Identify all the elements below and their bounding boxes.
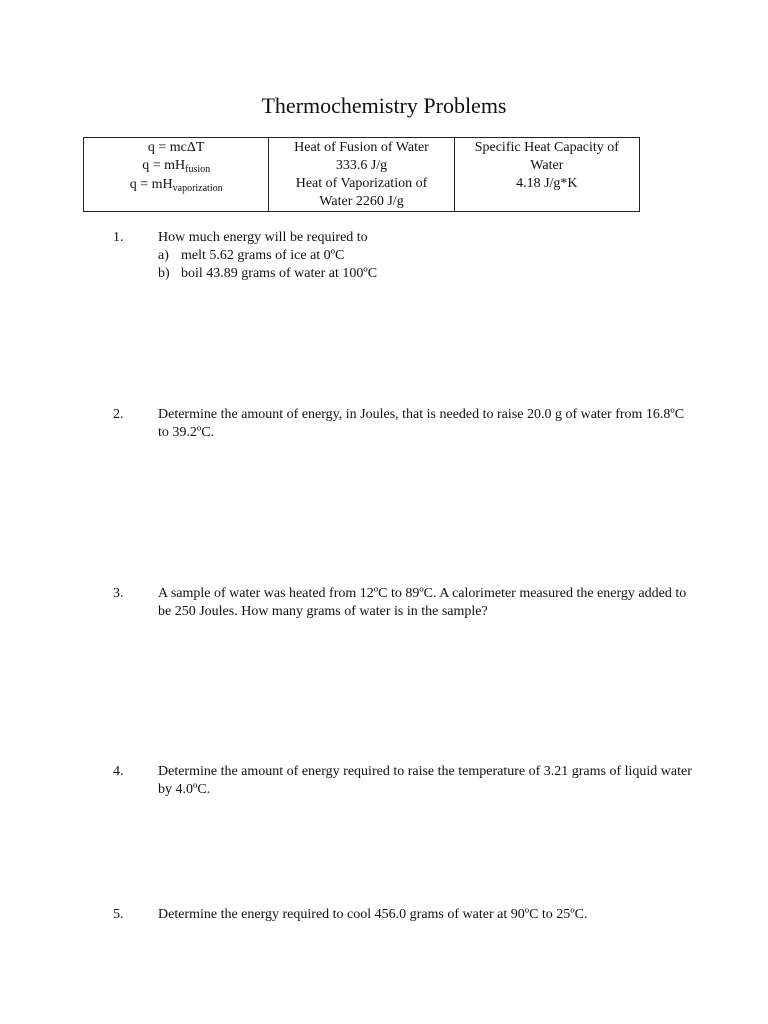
specific-heat-cell [454,138,639,212]
problem-part [158,265,698,283]
problem-number: 1. [113,230,124,245]
formula-vaporization [88,176,264,195]
formula-fusion-subscript: fusion [185,164,211,175]
part-letter: a) [158,248,169,263]
formula-fusion-main: q = mH [142,158,186,173]
problem-part [158,247,698,265]
heat-vaporization-label: Heat of Vaporization of [295,176,428,191]
specific-heat-value: 4.18 J/g*K [516,176,578,191]
heat-constants-cell [269,138,454,212]
formula-vaporization-subscript: vaporization [172,183,223,194]
problem-number: 4. [113,764,124,779]
specific-heat-label-line2: Water [530,158,564,173]
problem-text: How much energy will be required to [158,230,368,245]
problem-number: 5. [113,907,124,922]
problem-text-block [158,229,698,283]
problem-text: Determine the amount of energy, in Joules, that is needed to raise 20.0 g of water from 16.8ºC to 39.2ºC. [158,407,685,440]
heat-fusion-value: 333.6 J/g [335,158,388,173]
problem-text: Determine the energy required to cool 456.0 grams of water at 90ºC to 25ºC. [158,907,588,922]
reference-table-row [84,138,640,212]
formula-vaporization-main: q = mH [129,177,173,192]
heat-fusion-label: Heat of Fusion of Water [294,140,429,155]
reference-table [83,137,640,212]
part-letter: b) [158,266,170,281]
document-title: Thermochemistry Problems [261,93,507,118]
formula-specific-heat: q = mcΔT [147,140,205,155]
part-text: boil 43.89 grams of water at 100ºC [181,266,378,281]
problem-text: A sample of water was heated from 12ºC to 89ºC. A calorimeter measured the energy added to be 250 Joules. How many grams of water is in the sample? [158,586,687,619]
heat-vaporization-value: Water 2260 J/g [319,194,404,209]
formulas-cell [84,138,269,212]
part-text: melt 5.62 grams of ice at 0ºC [181,248,345,263]
formula-fusion [88,157,264,176]
problem-number: 2. [113,407,124,422]
problem-text: Determine the amount of energy required to raise the temperature of 3.21 grams of liquid water by 4.0ºC. [158,764,692,797]
problem-parts-list [158,247,698,283]
specific-heat-label-line1: Specific Heat Capacity of [474,140,619,155]
problem-number: 3. [113,586,124,601]
